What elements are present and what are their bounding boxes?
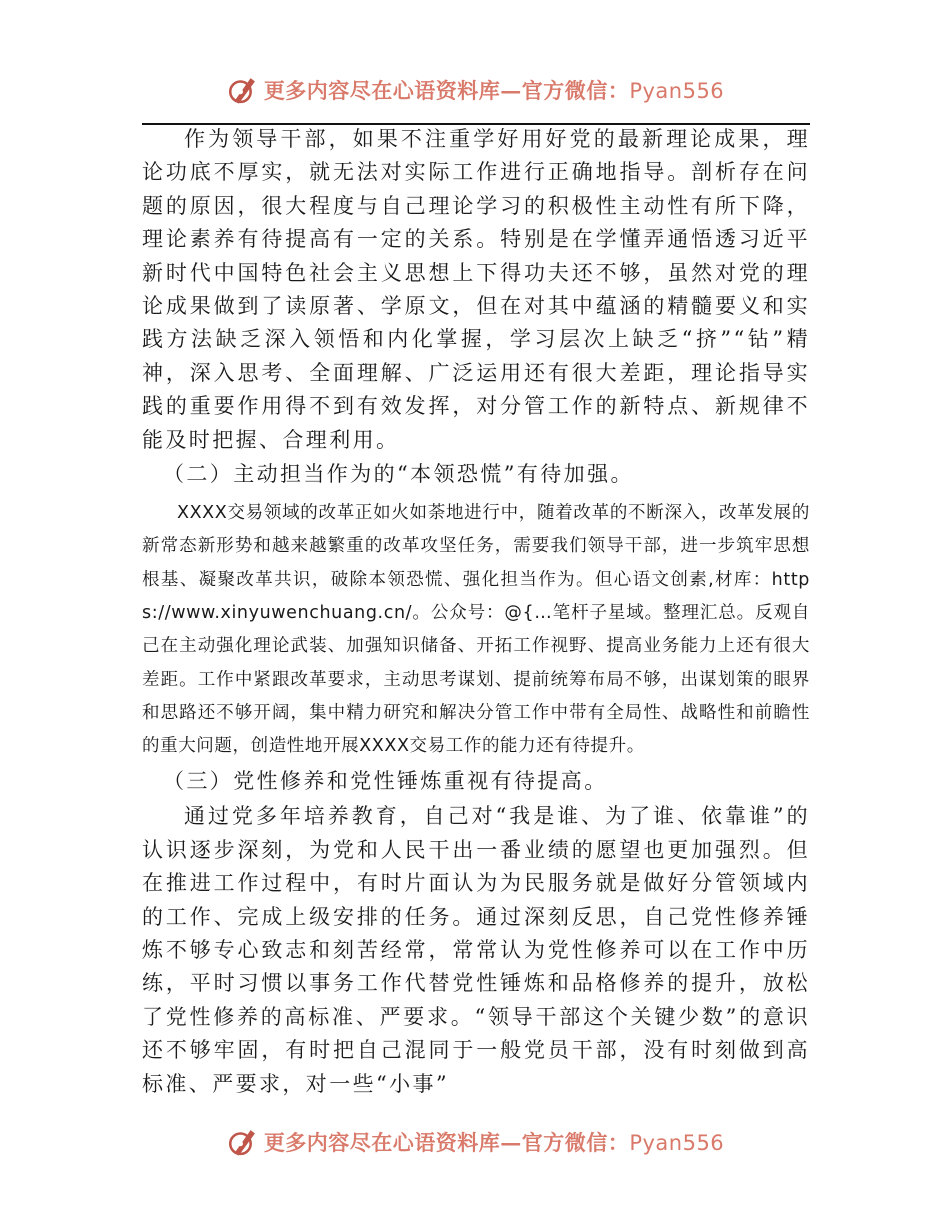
header-banner-text: 更多内容尽在心语资料库—官方微信：Pyan556 (263, 78, 725, 103)
footer-wechat-id: Pyan556 (629, 1131, 725, 1155)
pen-nib-logo-icon (226, 1125, 260, 1159)
section-heading-2: （二）主动担当作为的“本领恐慌”有待加强。 (163, 462, 634, 487)
paragraph-1: 作为领导干部，如果不注重学好用好党的最新理论成果，理论功底不厚实，就无法对实际工作进行正确地指导。剖析存在问题的原因，很大程度与自己理论学习的积极性主动性有所下降，理论素养有待提高有一定的关系。特别是在学懂弄通悟透习近平新时代中国特色社会主义思想上下得功夫还不够，虽然对党的理论成果做到了读原著、学原文，但在对其中蕴涵的精髓要义和实践方法缺乏深入领悟和内化掌握，学习层次上缺乏“挤”“钻”精神，深入思考、全面理解、广泛运用还有很大差距，理论指导实践的重要作用得不到有效发挥，对分管工作的新特点、新规律不能及时把握、合理利用。 (142, 127, 810, 452)
section-heading-3: （三）党性修养和党性锤炼重视有待提高。 (163, 769, 608, 794)
paragraph-3: 通过党多年培养教育，自己对“我是谁、为了谁、依靠谁”的认识逐步深刻，为党和人民干出一番业绩的愿望也更加强烈。但在推进工作过程中，有时片面认为为民服务就是做好分管领域内的工作、完成上级安排的任务。通过深刻反思，自己党性修养锤炼不够专心致志和刻苦经常，常常认为党性修养可以在工作中历练，平时习惯以事务工作代替党性锤炼和品格修养的提升，放松了党性修养的高标准、严要求。“领导干部这个关键少数”的意识还不够牢固，有时把自己混同于一般党员干部，没有时刻做到高标准、严要求，对一些“小事” (142, 804, 810, 1096)
header-wechat-id: Pyan556 (629, 79, 725, 103)
header-banner (0, 70, 950, 110)
pen-nib-logo-icon (226, 73, 260, 107)
document-body (142, 123, 810, 1101)
paragraph-2: XXXX交易领域的改革正如火如荼地进行中，随着改革的不断深入，改革发展的新常态新形势和越来越繁重的改革攻坚任务，需要我们领导干部，进一步筑牢思想根基、凝聚改革共识，破除本领恐慌、强化担当作为。但心语文创素,材库：https://www.xinyuwenchuang.cn/。公众号：@{…笔杆子星域。整理汇总。反观自己在主动强化理论武装、加强知识储备、开拓工作视野、提高业务能力上还有很大差距。工作中紧跟改革要求，主动思考谋划、提前统筹布局不够，出谋划策的眼界和思路还不够开阔，集中精力研究和解决分管工作中带有全局性、战略性和前瞻性的重大问题，创造性地开展XXXX交易工作的能力还有待提升。 (142, 503, 810, 757)
footer-banner-text: 更多内容尽在心语资料库—官方微信：Pyan556 (263, 1130, 725, 1155)
footer-banner (0, 1122, 950, 1162)
